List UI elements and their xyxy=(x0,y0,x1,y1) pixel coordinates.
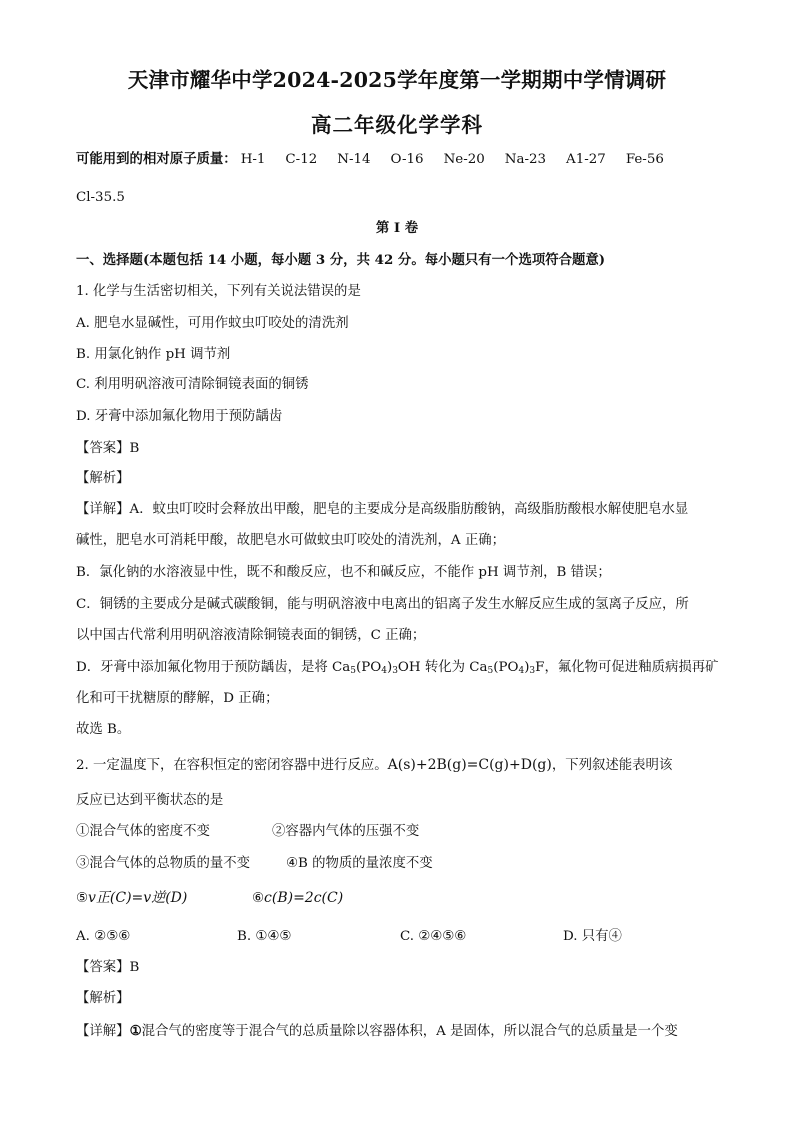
atomic-mass-item: N-14 xyxy=(337,152,371,167)
q1-detail-line: 【详解】A．蚊虫叮咬时会释放出甲酸，肥皂的主要成分是高级脂肪酸钠，高级脂肪酸根水解使肥皂水显 xyxy=(76,502,689,517)
section-heading: 一、选择题(本题包括 14 小题，每小题 3 分，共 42 分。每小题只有一个选项符合题意) xyxy=(76,252,606,268)
q2-equation: A(s)+2B(g)=C(g)+D(g) xyxy=(387,757,552,773)
q2-option-d: D. 只有④ xyxy=(563,929,622,944)
q2-statement-1: ①混合气体的密度不变 xyxy=(76,824,210,839)
q2-statement-6-eq: c(B)=2c(C) xyxy=(264,890,344,906)
atomic-mass-item: O-16 xyxy=(390,152,424,167)
q1-detail-line: C．铜锈的主要成分是碱式碳酸铜，能与明矾溶液中电离出的铝离子发生水解反应生成的氢离子反应，所 xyxy=(76,597,689,612)
q1-stem: 1. 化学与生活密切相关，下列有关说法错误的是 xyxy=(76,284,361,299)
q2-statement-5: ⑤v正(C)=v逆(D) xyxy=(76,890,188,906)
q2-option-b: B. ①④⑤ xyxy=(237,929,292,944)
atomic-mass-cont: Cl-35.5 xyxy=(76,190,125,205)
q1-answer: 【答案】B xyxy=(76,441,140,456)
atomic-mass-item: Na-23 xyxy=(504,152,547,167)
atomic-mass-item: A1-27 xyxy=(566,152,606,167)
page-subtitle: 高二年级化学学科 xyxy=(311,113,483,137)
atomic-mass-item: H-1 xyxy=(240,152,266,167)
atomic-mass-item: C-12 xyxy=(285,152,318,167)
q2-statement-5-eq: v正(C)=v逆(D) xyxy=(88,890,188,906)
q1-conclusion: 故选 B。 xyxy=(76,722,131,737)
q2-statement-2: ②容器内气体的压强不变 xyxy=(272,824,420,839)
volume-heading: 第 I 卷 xyxy=(375,220,419,236)
q1-detail-d2: 化和可干扰糖原的酵解，D 正确； xyxy=(76,691,279,706)
atomic-mass-line xyxy=(76,150,664,169)
q1-option-d: D. 牙膏中添加氟化物用于预防龋齿 xyxy=(76,409,283,424)
q2-detail: 【详解】①混合气的密度等于混合气的总质量除以容器体积，A 是固体，所以混合气的总质量是一个变 xyxy=(76,1023,678,1039)
q1-option-b: B. 用氯化钠作 pH 调节剂 xyxy=(76,347,231,362)
q1-analysis-label: 【解析】 xyxy=(76,471,130,486)
q2-statement-6: ⑥c(B)=2c(C) xyxy=(252,890,344,906)
atomic-mass-item: Ne-20 xyxy=(443,152,485,167)
q2-statement-3: ③混合气体的总物质的量不变 xyxy=(76,856,251,871)
q1-detail-line: 以中国古代常利用明矾溶液清除铜镜表面的铜锈，C 正确； xyxy=(76,628,426,643)
q1-detail-d: D．牙膏中添加氟化物用于预防龋齿，是将 $Ca_5(PO_4)_3OH$ 转化为 $Ca_5(PO_4)_3F$，氟化物可促进釉质病损再矿 xyxy=(76,660,719,676)
q2-answer: 【答案】B xyxy=(76,960,140,975)
atomic-mass-item: Fe-56 xyxy=(625,152,664,167)
q2-stem-cont: 反应已达到平衡状态的是 xyxy=(76,793,224,808)
q1-option-c: C. 利用明矾溶液可清除铜镜表面的铜锈 xyxy=(76,377,309,392)
q2-stem: 2. 一定温度下，在容积恒定的密闭容器中进行反应。A(s)+2B(g)=C(g)+D(g)，下列叙述能表明该 xyxy=(76,757,673,773)
q1-detail-line: 碱性，肥皂水可消耗甲酸，故肥皂水可做蚊虫叮咬处的清洗剂，A 正确； xyxy=(76,533,506,548)
q1-option-a: A. 肥皂水显碱性，可用作蚊虫叮咬处的清洗剂 xyxy=(76,316,349,331)
q1-detail-line: B．氯化钠的水溶液显中性，既不和酸反应，也不和碱反应，不能作 pH 调节剂，B 错误； xyxy=(76,565,611,580)
q2-statement-4: ④B 的物质的量浓度不变 xyxy=(286,856,433,871)
atomic-mass-label: 可能用到的相对原子质量： xyxy=(76,151,237,167)
q2-option-a: A. ②⑤⑥ xyxy=(76,929,131,944)
q2-option-c: C. ②④⑤⑥ xyxy=(400,929,467,944)
page-title: 天津市耀华中学2024-2025学年度第一学期期中学情调研 xyxy=(127,68,667,92)
q2-analysis-label: 【解析】 xyxy=(76,991,130,1006)
